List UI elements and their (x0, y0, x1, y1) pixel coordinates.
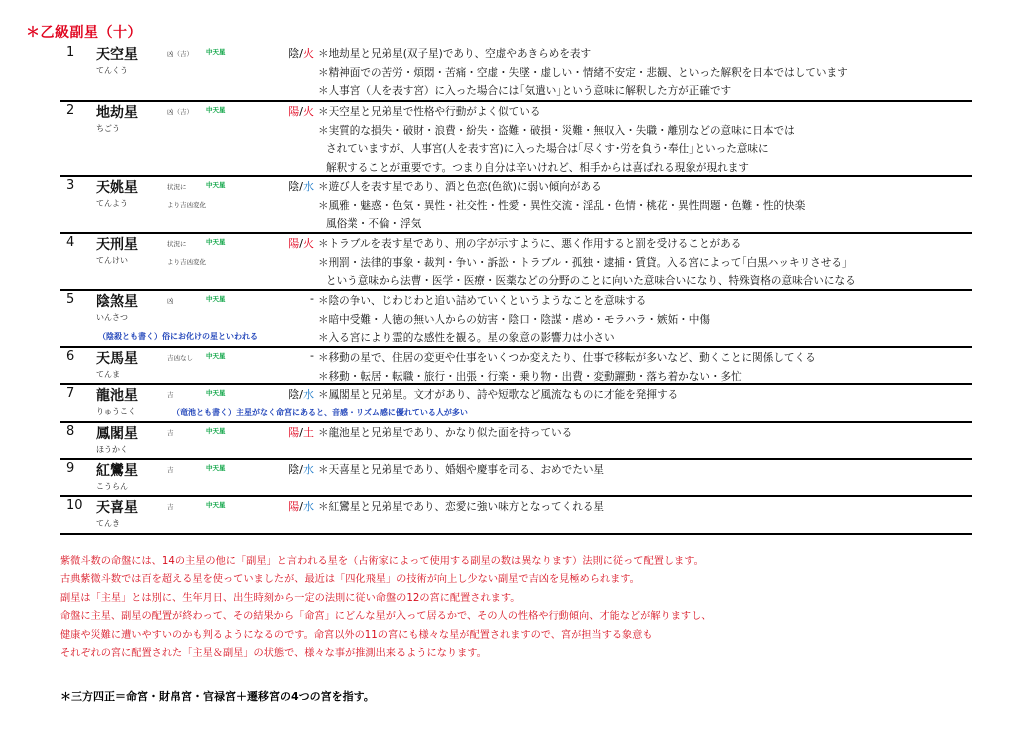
star-level: 中天星 (206, 352, 226, 360)
star-number: 10 (66, 498, 83, 513)
element: 水 (303, 463, 314, 476)
star-number: 1 (66, 45, 75, 60)
description-line: という意味から法曹・医学・医療・医薬などの分野のことに向いた意味合いになり、特殊資格の意味合いになる (326, 275, 856, 287)
star-number: 8 (66, 424, 75, 439)
description-line: ＊移動・転居・転職・旅行・出張・行楽・乗り物・出費・変動躍動・落ち着かない・多忙 (318, 370, 742, 383)
yin-yang-element (280, 235, 314, 251)
description-line: されていますが、人事宮(人を表す宮)に入った場合は｢尽くす･労を負う･奉仕｣といった意味に (326, 143, 769, 155)
star-luck-text: より吉凶変化 (167, 201, 206, 209)
description-line: ＊地劫星と兄弟星(双子星)であり、空虚やあきらめを表す (318, 48, 592, 60)
star-luck (167, 295, 174, 307)
star-luck (167, 181, 206, 211)
star-reading: てんくう (96, 66, 128, 75)
star-row (60, 234, 972, 291)
footer-line: 古典紫微斗数では百を超える星を使っていましたが、最近は「四化飛星」の技術が向上し少ない副星で吉凶を見極められます。 (60, 574, 640, 586)
summary-note: ＊三方四正＝命宮・財帛宮・官禄宮＋遷移宮の4つの宮を指す。 (60, 690, 375, 703)
page-title: ＊乙級副星（十） (26, 25, 142, 41)
star-name: 龍池星 (96, 388, 138, 404)
yin-yang: 陽 (288, 237, 300, 250)
star-reading: りゅうこく (96, 407, 136, 416)
star-luck-text: より吉凶変化 (167, 258, 206, 266)
footer-line: 副星は「主星」とは別に、生年月日、出生時刻から一定の法則に従い命盤の12の宮に配置されます。 (60, 592, 521, 604)
star-name: 陰煞星 (96, 294, 138, 310)
separator: / (299, 388, 303, 401)
yin-yang-element (280, 349, 314, 362)
yin-yang-element (280, 461, 314, 477)
star-luck-text: 状況に (167, 183, 187, 191)
star-luck-text: 吉凶なし (167, 354, 193, 362)
star-reading: ちごう (96, 124, 120, 133)
star-luck-text: 吉 (167, 503, 174, 511)
star-name: 天喜星 (96, 500, 138, 516)
star-luck-text: 吉 (167, 466, 174, 474)
description-line: 解釈することが重要です。つまり自分は辛いけれど、相手からは喜ばれる現象が現れます (326, 161, 749, 174)
star-number: 9 (66, 461, 75, 476)
star-row (60, 460, 972, 497)
star-luck-text: 状況に (167, 240, 187, 248)
yin-yang-element (280, 498, 314, 514)
star-level: 中天星 (206, 501, 226, 509)
description-line: ＊紅鸞星と兄弟星であり、恋愛に強い味方となってくれる星 (318, 501, 605, 513)
star-row (60, 102, 972, 177)
star-row (60, 348, 972, 385)
star-number: 3 (66, 178, 75, 193)
description-line: ＊精神面での苦労・煩悶・苦痛・空虚・失墜・虚しい・情緒不安定・悲観、といった解釈を日本ではしています (318, 66, 848, 79)
star-note: （竜池とも書く）主星がなく命宮にあると、音感・リズム感に優れている人が多い (172, 408, 468, 417)
description-line: ＊風雅・魅惑・色気・異性・社交性・性愛・異性交流・淫乱・色情・桃花・異性問題・色難・性的快楽 (318, 199, 806, 212)
star-luck-text: 凶（吉） (167, 50, 193, 58)
description-line: ＊暗中受難・人徳の無い人からの妨害・陰口・陰謀・虐め・モラハラ・嫉妬・中傷 (318, 313, 710, 326)
footer-line: 健康や災難に遭いやすいのかも判るようになるのです。命宮以外の11の宮にも様々な星が配置されますので、宮が担当する象意も (60, 629, 653, 641)
star-reading: てんま (96, 370, 120, 379)
star-name: 天空星 (96, 47, 138, 63)
star-description (318, 386, 972, 405)
separator: / (299, 500, 303, 513)
star-description (318, 292, 972, 348)
star-name: 地劫星 (96, 105, 138, 121)
element: 火 (303, 47, 314, 60)
separator: / (299, 463, 303, 476)
star-luck (167, 106, 193, 118)
element: 火 (303, 237, 314, 250)
star-name: 天馬星 (96, 351, 138, 367)
yin-yang: 陽 (288, 105, 300, 118)
star-luck (167, 48, 193, 60)
star-name: 天刑星 (96, 237, 138, 253)
star-level: 中天星 (206, 181, 226, 189)
star-description (318, 235, 972, 291)
yin-yang-element (280, 292, 314, 305)
star-reading: てんけい (96, 256, 128, 265)
description-line: ＊入る宮により霊的な感性を観る。星の象意の影響力は小さい (318, 332, 615, 344)
description-line: ＊移動の星で、住居の変更や仕事をいくつか変えたり、仕事で移転が多いなど、動くことに関係してくる (318, 352, 816, 364)
star-row (60, 497, 972, 535)
star-description (318, 349, 972, 386)
description-line: ＊鳳閣星と兄弟星。文才があり、詩や短歌など風流なものに才能を発揮する (318, 389, 679, 401)
star-name: 紅鸞星 (96, 463, 138, 479)
yin-yang-element (280, 386, 314, 402)
star-luck (167, 464, 174, 476)
description-line: ＊龍池星と兄弟星であり、かなり似た面を持っている (318, 427, 573, 439)
footer-line: 命盤に主星、副星の配置が終わって、その結果から「命宮」にどんな星が入って居るかで、その人の性格や行動傾向、才能などが解りますし、 (60, 611, 712, 623)
separator: / (299, 105, 303, 118)
star-name: 鳳閣星 (96, 426, 138, 442)
description-line: ＊天喜星と兄弟星であり、婚姻や慶事を司る、おめでたい星 (318, 464, 605, 476)
yin-yang: 陰 (288, 47, 300, 60)
star-luck-text: 凶 (167, 297, 174, 305)
yin-yang: 陽 (288, 500, 300, 513)
yin-yang-element (280, 424, 314, 440)
star-description (318, 424, 972, 443)
star-level: 中天星 (206, 48, 226, 56)
star-row (60, 44, 972, 102)
star-description (318, 45, 972, 101)
description-line: ＊実質的な損失・破財・浪費・紛失・盗難・破損・災難・無収入・失職・離別などの意味に日本では (318, 124, 795, 137)
star-reading: こうらん (96, 482, 128, 491)
star-luck-text: 吉 (167, 429, 174, 437)
star-row (60, 291, 972, 348)
separator: / (299, 180, 303, 193)
star-name: 天姚星 (96, 180, 138, 196)
star-level: 中天星 (206, 464, 226, 472)
element: 火 (303, 105, 314, 118)
footer-notes (60, 553, 711, 663)
description-line: ＊刑罰・法律的事象・裁判・争い・訴訟・トラブル・孤独・逮捕・賃貸。入る宮によって｢白黒ハッキリさせる｣ (318, 256, 848, 269)
description-line: ＊天空星と兄弟星で性格や行動がよく似ている (318, 106, 541, 118)
star-table (60, 44, 972, 535)
star-level: 中天星 (206, 106, 226, 114)
description-line: ＊人事宮（人を表す宮）に入った場合には｢気遣い｣という意味に解釈した方が正確です (318, 85, 732, 97)
element: 水 (303, 388, 314, 401)
star-row (60, 423, 972, 460)
element: 水 (303, 500, 314, 513)
star-level: 中天星 (206, 389, 226, 397)
star-description (318, 498, 972, 517)
description-line: 風俗業・不倫・浮気 (326, 218, 422, 230)
star-number: 2 (66, 103, 75, 118)
star-luck (167, 427, 174, 439)
star-reading: てんよう (96, 199, 128, 208)
star-level: 中天星 (206, 295, 226, 303)
separator: / (299, 237, 303, 250)
footer-line: 紫微斗数の命盤には、14の主星の他に「副星」と言われる星を（占術家によって使用する副星の数は異なります）法則に従って配置します。 (60, 556, 704, 567)
star-number: 5 (66, 292, 75, 307)
star-reading: いんさつ (96, 313, 128, 322)
star-luck-text: 吉 (167, 391, 174, 399)
star-level: 中天星 (206, 427, 226, 435)
footer-line: それぞれの宮に配置された「主星＆副星」の状態で、様々な事が推測出来るようになります。 (60, 648, 487, 660)
yin-yang: 陰 (288, 463, 300, 476)
star-description (318, 103, 972, 177)
star-number: 6 (66, 349, 75, 364)
star-description (318, 178, 972, 234)
star-note: （陰殺とも書く）俗にお化けの星といわれる (98, 332, 258, 341)
separator: / (299, 47, 303, 60)
star-level: 中天星 (206, 238, 226, 246)
star-luck (167, 501, 174, 513)
element: 土 (303, 426, 314, 439)
star-luck-text: 凶（吉） (167, 108, 193, 116)
yin-yang: - (310, 292, 314, 305)
description-line: ＊トラブルを表す星であり、刑の字が示すように、悪く作用すると罰を受けることがある (318, 238, 742, 250)
star-luck (167, 238, 206, 268)
element: 水 (303, 180, 314, 193)
yin-yang: 陽 (288, 426, 300, 439)
star-row (60, 177, 972, 234)
star-luck (167, 352, 193, 364)
star-luck (167, 389, 174, 401)
yin-yang: - (310, 349, 314, 362)
star-reading: てんき (96, 519, 120, 528)
star-reading: ほうかく (96, 445, 128, 454)
description-line: ＊遊び人を表す星であり、酒と色恋(色欲)に弱い傾向がある (318, 181, 602, 193)
yin-yang-element (280, 45, 314, 61)
star-number: 4 (66, 235, 75, 250)
description-line: ＊陰の争い、じわじわと追い詰めていくというようなことを意味する (318, 295, 647, 307)
separator: / (299, 426, 303, 439)
star-description (318, 461, 972, 480)
yin-yang-element (280, 103, 314, 119)
yin-yang-element (280, 178, 314, 194)
star-number: 7 (66, 386, 75, 401)
yin-yang: 陰 (288, 180, 300, 193)
star-row (60, 385, 972, 423)
yin-yang: 陰 (288, 388, 300, 401)
